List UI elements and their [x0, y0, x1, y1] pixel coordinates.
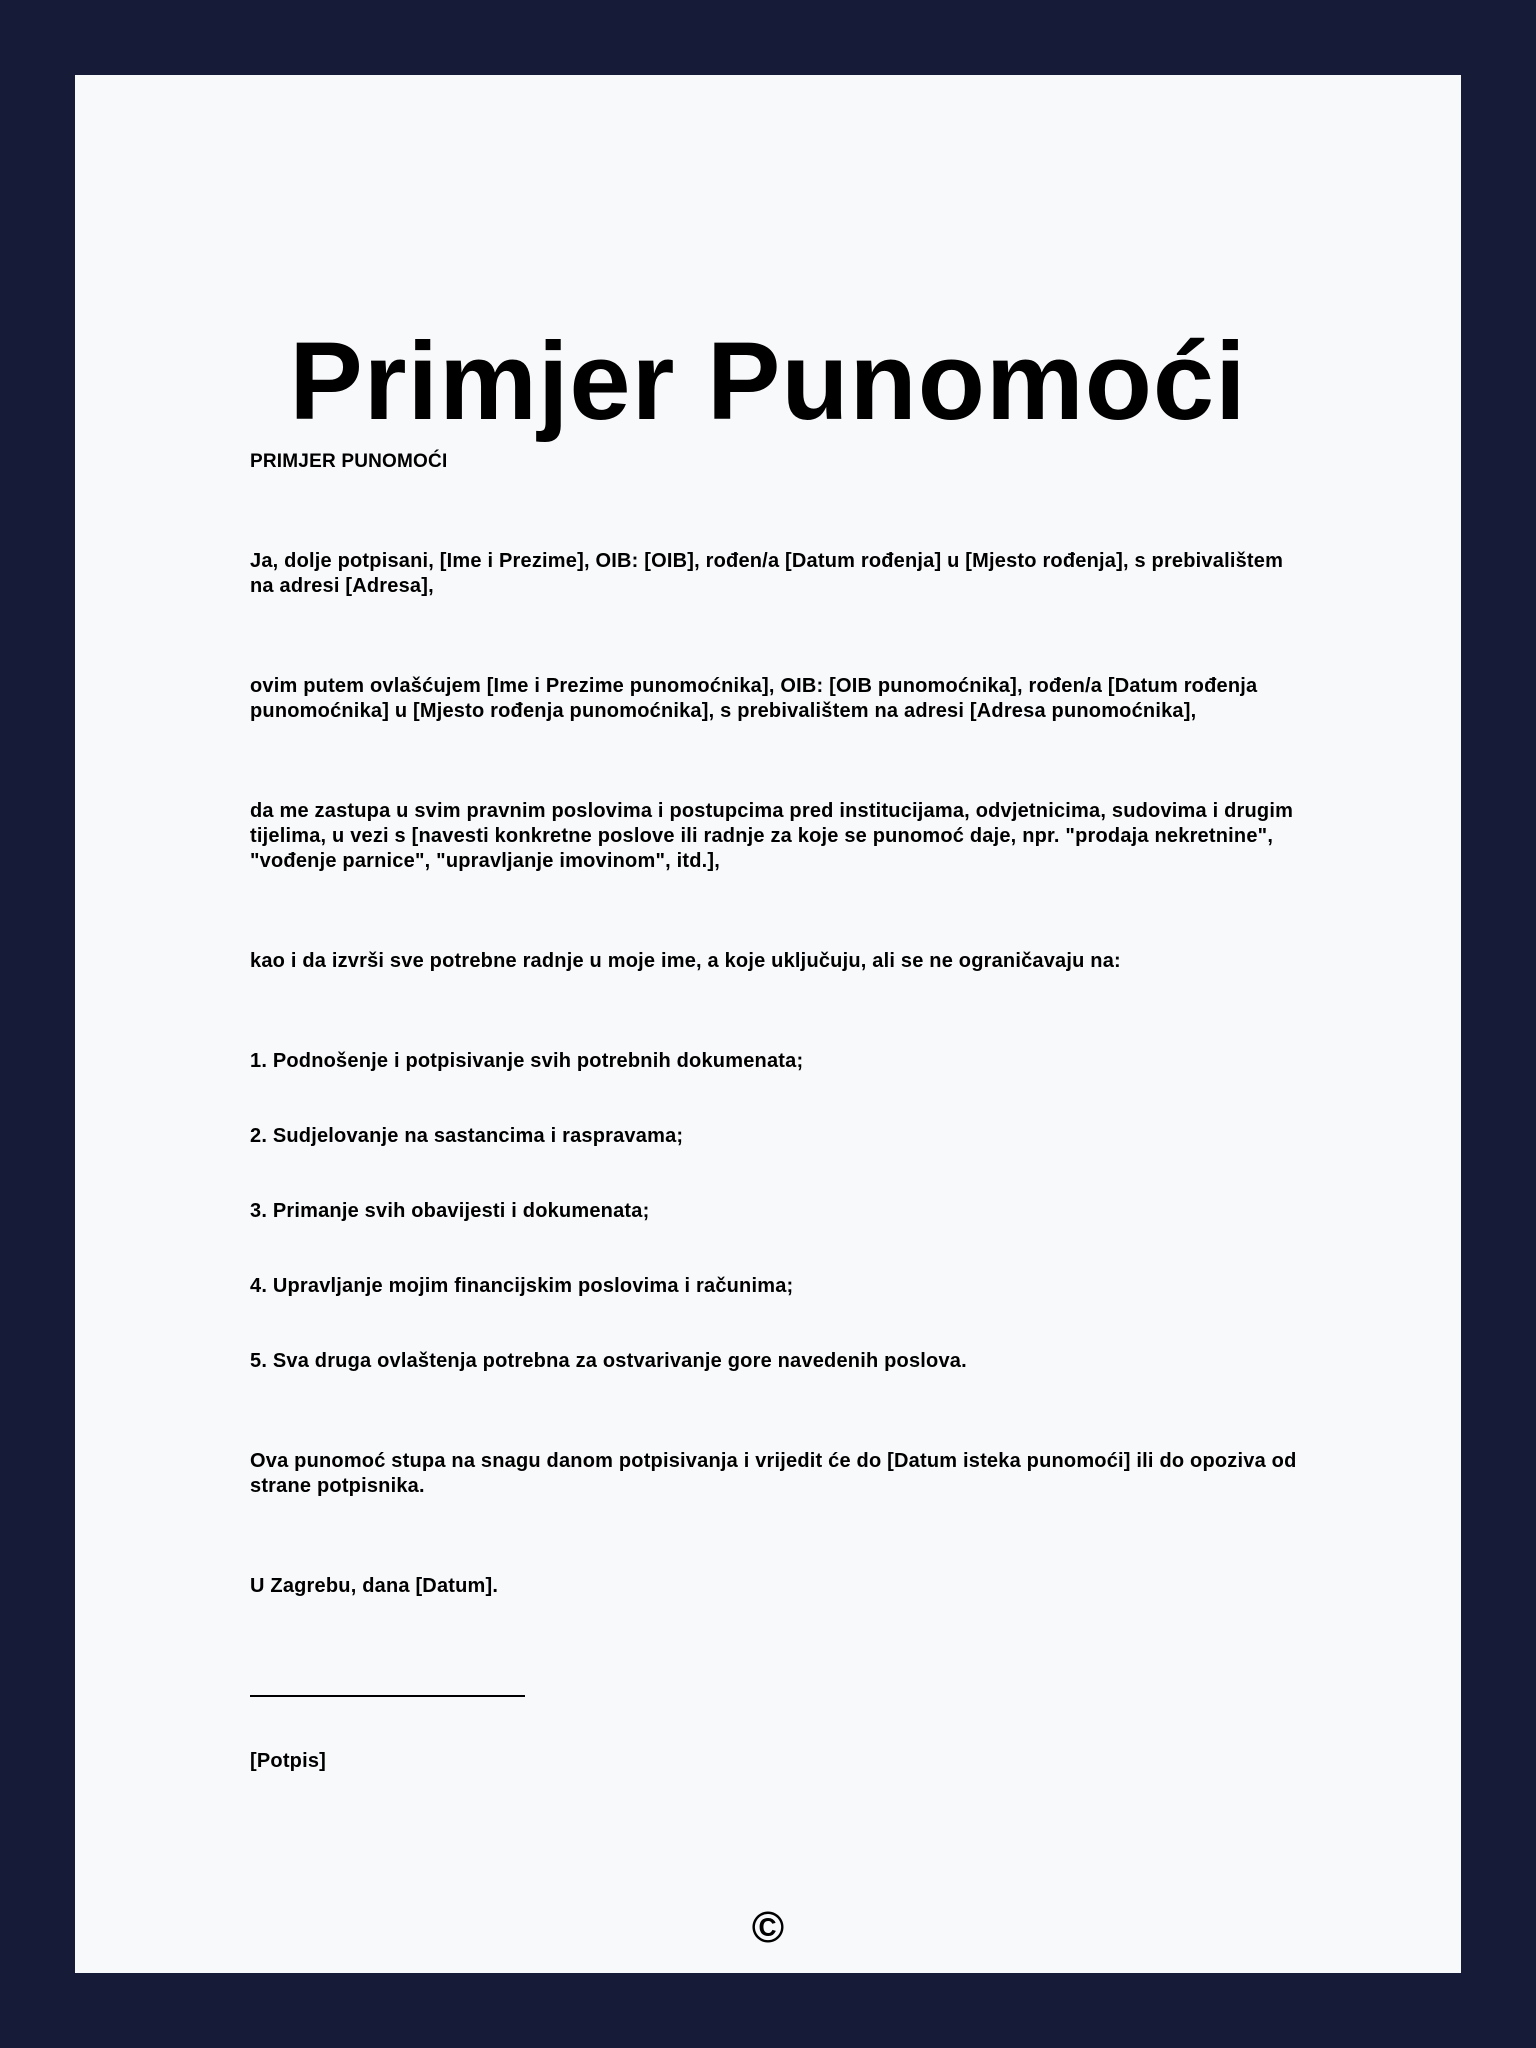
list-item: 5. Sva druga ovlaštenja potrebna za ostvarivanje gore navedenih poslova. — [250, 1350, 967, 1372]
list-item: 4. Upravljanje mojim financijskim poslovima i računima; — [250, 1275, 794, 1297]
signature-label: [Potpis] — [250, 1750, 327, 1772]
signature-line — [250, 1695, 525, 1697]
document-page — [75, 75, 1461, 1973]
paragraph-actions-intro: kao i da izvrši sve potrebne radnje u moje ime, a koje uključuju, ali se ne ograničavaju na: — [250, 950, 1121, 972]
document-subtitle: PRIMJER PUNOMOĆI — [250, 451, 448, 472]
paragraph-attorney: ovim putem ovlašćujem [Ime i Prezime punomoćnika], OIB: [OIB punomoćnika], rođen/a [Datum rođenja punomoćnika] u [Mjesto rođenja punomoćnika], s prebivalištem na adresi [Adresa punomoćnika], — [250, 675, 1258, 722]
copyright-icon: © — [751, 1903, 785, 1952]
list-item: 1. Podnošenje i potpisivanje svih potrebnih dokumenata; — [250, 1050, 804, 1072]
paragraph-scope: da me zastupa u svim pravnim poslovima i postupcima pred institucijama, odvjetnicima, sudovima i drugim tijelima, u vezi s [navesti konkretne poslove ili radnje za koje se punomoć daje, npr. "prodaja nekretnine", "vođenje parnice", "upravljanje imovinom", itd.], — [250, 800, 1294, 872]
paragraph-principal: Ja, dolje potpisani, [Ime i Prezime], OIB: [OIB], rođen/a [Datum rođenja] u [Mjesto rođenja], s prebivalištem na adresi [Adresa], — [250, 550, 1284, 597]
document-title: Primjer Punomoći — [289, 320, 1247, 443]
place-date: U Zagrebu, dana [Datum]. — [250, 1575, 499, 1597]
paragraph-validity: Ova punomoć stupa na snagu danom potpisivanja i vrijedit će do [Datum isteka punomoći] ili do opoziva od strane potpisnika. — [250, 1450, 1297, 1497]
list-item: 3. Primanje svih obavijesti i dokumenata; — [250, 1200, 650, 1222]
list-item: 2. Sudjelovanje na sastancima i raspravama; — [250, 1125, 684, 1147]
